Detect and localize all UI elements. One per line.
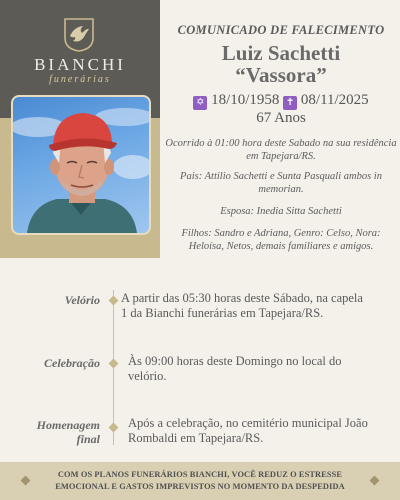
life-dates: [165, 92, 397, 110]
footer-text: [40, 469, 360, 493]
latin-cross-icon: ✝: [283, 96, 297, 110]
notice-title: COMUNICADO DE FALECIMENTO: [177, 23, 385, 37]
celebration-text: Às 09:00 horas deste Domingo no local do velório.: [128, 354, 342, 383]
wake-diamond-icon: [109, 296, 119, 306]
parents-text: Pais: Attilio Sachetti e Sunta Pasquali ambos in memorian.: [180, 171, 382, 195]
final-tribute-label-line2: final: [76, 432, 100, 446]
final-tribute-label-line1: Homenagem: [36, 418, 100, 432]
age: 67 Anos: [256, 110, 306, 126]
wake-label: Velório: [64, 293, 100, 307]
deceased-name: Luiz Sachetti: [221, 41, 341, 65]
final-tribute-text: Após a celebração, no cemitério municipal João Rombaldi em Tapejara/RS.: [128, 416, 368, 445]
portrait-photo: [11, 95, 151, 235]
deceased-nickname: “Vassora”: [235, 63, 327, 87]
death-date: 08/11/2025: [300, 92, 369, 108]
wake-text: A partir das 05:30 horas deste Sábado, na capela 1 da Bianchi funerárias em Tapejara/RS.: [121, 291, 363, 320]
dove-logo-icon: [62, 16, 96, 52]
footer-line-2: EMOCIONAL E GASTOS IMPREVISTOS NO MOMENTO DA DESPEDIDA: [55, 482, 345, 491]
occurrence-text: Ocorrido à 01:00 hora deste Sabado na sua residência em Tapejara/RS.: [165, 138, 397, 162]
footer-line-1: COM OS PLANOS FUNERÁRIOS BIANCHI, VOCÊ REDUZ O ESTRESSE: [57, 470, 343, 479]
celebration-diamond-icon: [109, 359, 119, 369]
final-tribute-label: [20, 418, 100, 446]
brand-name: BIANCHI: [34, 55, 126, 74]
celebration-label: Celebração: [44, 356, 100, 370]
children-text: Filhos: Sandro e Adriana, Genro: Celso, Nora: Heloísa, Netos, demais familiares e amigos.: [181, 228, 381, 252]
brand-subtitle: funerárias: [49, 74, 111, 85]
spouse-text: Esposa: Inedia Sitta Sachetti: [220, 206, 342, 217]
star-of-david-icon: ✡: [193, 96, 207, 110]
birth-date: 18/10/1958: [211, 92, 280, 108]
final-tribute-diamond-icon: [109, 423, 119, 433]
